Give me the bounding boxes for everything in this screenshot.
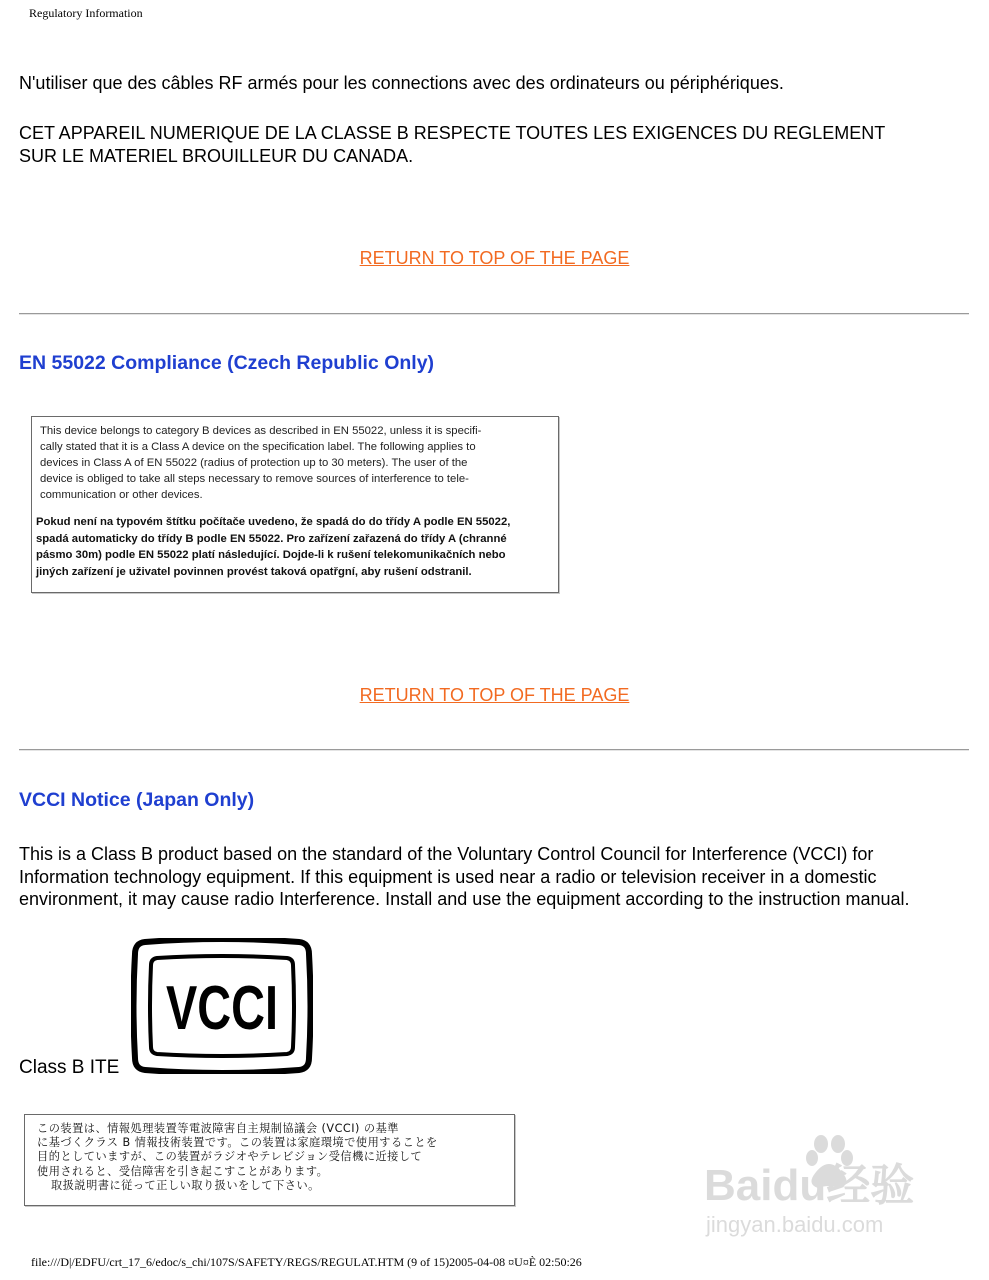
vcci-japanese-notice-image xyxy=(24,1114,515,1206)
return-to-top-link-1[interactable]: RETURN TO TOP OF THE PAGE xyxy=(359,248,630,268)
en55022-english-text xyxy=(40,423,552,503)
watermark-url: jingyan.baidu.com xyxy=(706,1212,884,1237)
en55022-czech-text xyxy=(36,514,552,580)
vcci-body-line: Information technology equipment. If this equipment is used near a radio or television receiver in a domestic xyxy=(19,866,877,887)
vcci-japanese-line: 目的としていますが、この装置がラジオやテレビジョン受信機に近接して xyxy=(37,1150,423,1164)
en55022-notice-image xyxy=(31,416,559,593)
vcci-logo-text: VCCI xyxy=(166,974,278,1043)
footer-file-path: file:///D|/EDFU/crt_17_6/edoc/s_chi/107S/SAFETY/REGS/REGULAT.HTM (9 of 15)2005-04-08 ¤U¤È 02:50:26 xyxy=(31,1255,582,1269)
canada-cable-notice: N'utiliser que des câbles RF armés pour les connections avec des ordinateurs ou périphériques. xyxy=(19,73,784,93)
section-divider-1 xyxy=(19,313,969,315)
vcci-body-line: environment, it may cause radio Interference. Install and use the equipment according to the instruction manual. xyxy=(19,889,910,909)
vcci-japanese-line: この装置は、情報処理装置等電波障害自主規制協議会 (VCCI) の基準 xyxy=(37,1122,399,1135)
vcci-body-line: This is a Class B product based on the standard of the Voluntary Control Council for Interference (VCCI) for xyxy=(19,844,874,864)
en55022-czech-line: Pokud není na typovém štítku počítače uvedeno, že spadá do do třídy A podle EN 55022, xyxy=(36,516,511,528)
en55022-english-line: device is obliged to take all steps necessary to remove sources of interference to tele- xyxy=(40,473,469,485)
en55022-czech-line: spadá automaticky do třídy B podle EN 55022. Pro zařízení zařazená do třídy A (chranné xyxy=(36,532,507,545)
en55022-english-line: devices in Class A of EN 55022 (radius of protection up to 30 meters). The user of the xyxy=(40,457,468,469)
en55022-english-line: cally stated that it is a Class A device on the specification label. The following applies to xyxy=(40,441,476,453)
en55022-czech-line: jiných zařízení je uživatel povinnen provést taková opatřgní, aby rušení odstranil. xyxy=(36,565,472,578)
vcci-japanese-line: 取扱説明書に従って正しい取り扱いをして下さい。 xyxy=(51,1178,320,1192)
section-divider-2 xyxy=(19,749,969,751)
vcci-logo xyxy=(131,938,313,1074)
vcci-japanese-text xyxy=(37,1122,507,1193)
vcci-japanese-line: に基づくクラス B 情報技術装置です。この装置は家庭環境で使用することを xyxy=(37,1136,438,1150)
vcci-heading: VCCI Notice (Japan Only) xyxy=(19,789,255,811)
vcci-japanese-line: 使用されると、受信障害を引き起こすことがあります。 xyxy=(37,1164,329,1178)
en55022-english-line: communication or other devices. xyxy=(40,489,203,501)
return-to-top-link-2[interactable]: RETURN TO TOP OF THE PAGE xyxy=(359,685,630,705)
canada-class-b-line-2: SUR LE MATERIEL BROUILLEUR DU CANADA. xyxy=(19,145,414,166)
canada-class-b-line-1: CET APPAREIL NUMERIQUE DE LA CLASSE B RESPECTE TOUTES LES EXIGENCES DU REGLEMENT xyxy=(19,123,886,143)
baidu-watermark xyxy=(700,1132,940,1244)
page-header-title: Regulatory Information xyxy=(29,6,143,20)
class-b-ite-label: Class B ITE xyxy=(19,1057,120,1078)
vcci-body-text xyxy=(19,843,969,911)
watermark-brand: Baidu经验 xyxy=(704,1161,915,1210)
en55022-english-line: This device belongs to category B devices as described in EN 55022, unless it is specifi- xyxy=(40,425,482,437)
canada-class-b-notice xyxy=(19,122,969,167)
en55022-heading: EN 55022 Compliance (Czech Republic Only) xyxy=(19,352,435,374)
en55022-czech-line: pásmo 30m) podle EN 55022 platí následující. Dojde-li k rušení telekomunikačních nebo xyxy=(36,549,506,561)
